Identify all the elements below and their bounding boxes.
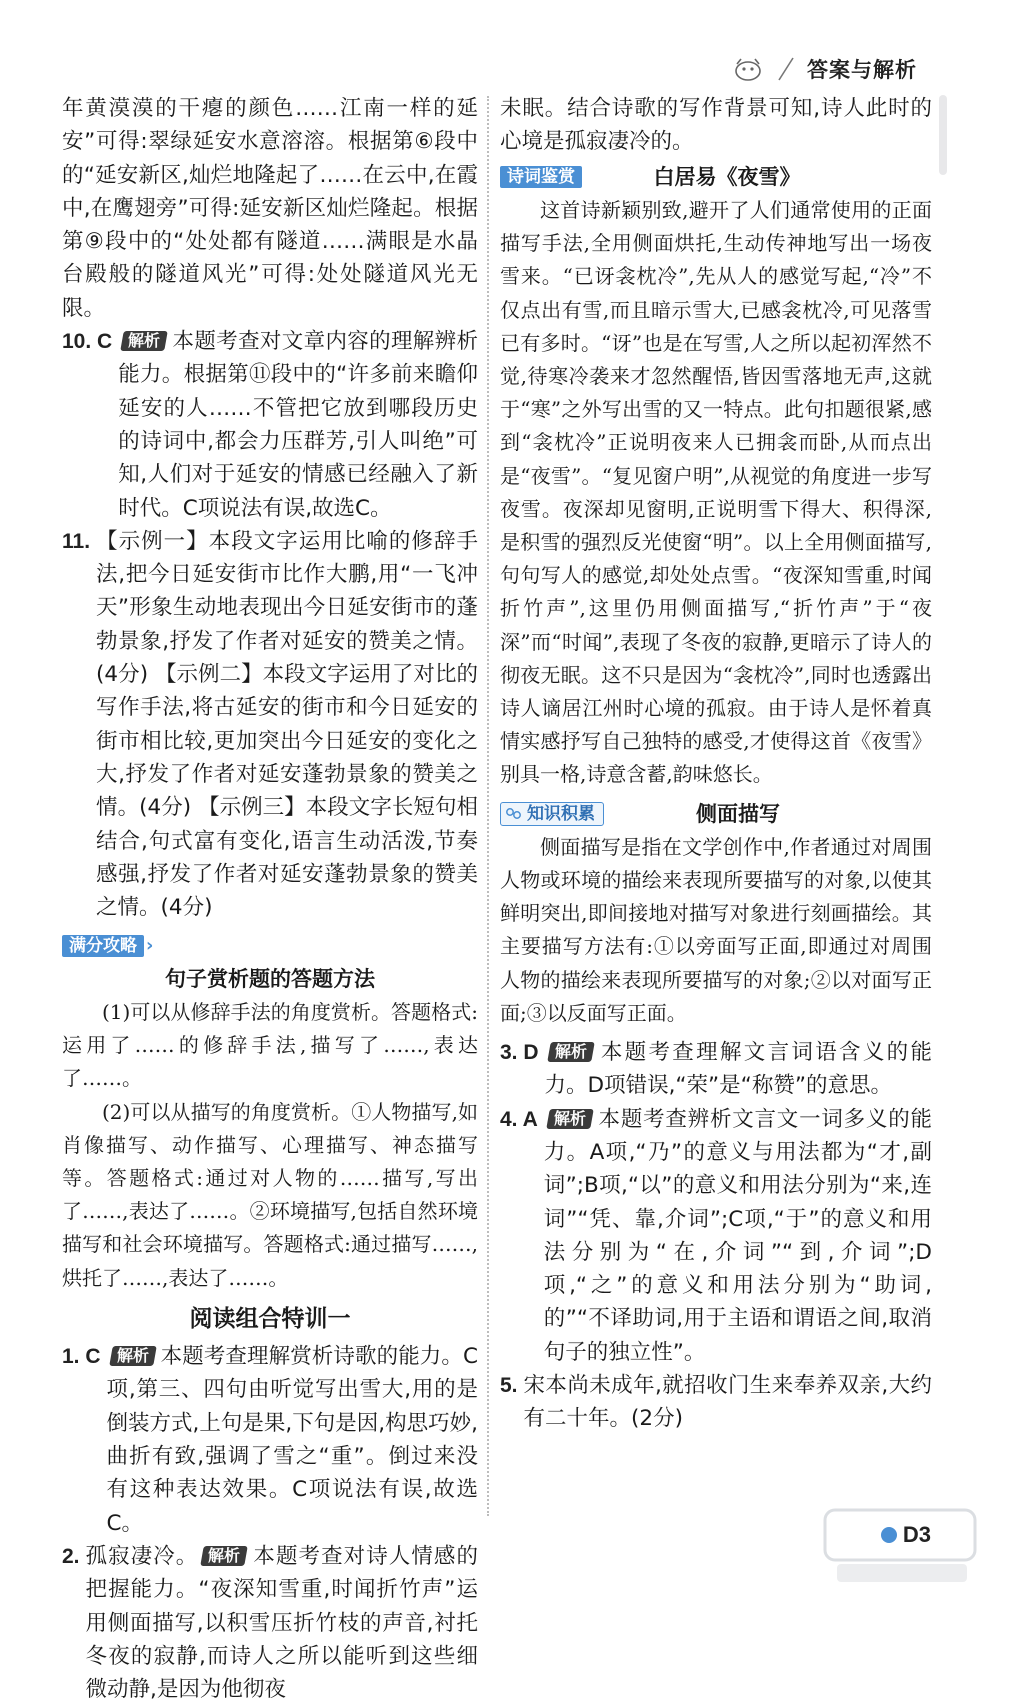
knowledge-header (500, 798, 932, 831)
appreciation-header (500, 161, 932, 194)
analysis-tag: 解析 (547, 1042, 595, 1062)
answer-text: 宋本尚未成年,就招收门生来奉养双亲,大约有二十年。(2分) (523, 1373, 932, 1432)
answer-number: 4. A (500, 1107, 538, 1131)
answer-number: 1. C (62, 1345, 101, 1369)
answer-item-11 (62, 525, 478, 925)
mascot-icon (731, 56, 765, 82)
right-column (500, 92, 932, 1436)
left-column (62, 92, 478, 1706)
continued-paragraph: 未眠。结合诗歌的写作背景可知,诗人此时的心境是孤寂凄冷的。 (500, 96, 932, 155)
answer-number: 5. (500, 1374, 518, 1398)
answer-item-4 (500, 1103, 932, 1369)
poem-appreciation-text: 这首诗新颖别致,避开了人们通常使用的正面描写手法,全用侧面烘托,生动传神地写出一场夜雪来。“已讶衾枕冷”,先从人的感觉写起,“冷”不仅点出有雪,而且暗示雪大,已感衾枕冷,可见落雪已有多时。“讶”也是在写雪,人之所以起初浑然不觉,待寒冷袭来才忽然醒悟,皆因雪落地无声,这就于“寒”之外写出雪的又一特点。此句扣题很紧,感到“衾枕冷”正说明夜来人已拥衾而卧,从而点出是“夜雪”。“复见窗户明”,从视觉的角度进一步写夜雪。夜深却见窗明,正说明雪下得大、积得深,是积雪的强烈反光使窗“明”。以上全用侧面描写,句句写人的感觉,却处处点雪。“夜深知雪重,时闻折竹声”,这里仍用侧面描写,“折竹声”于“夜深”而“时闻”,表现了冬夜的寂静,更暗示了诗人的彻夜无眠。这不只是因为“衾枕冷”,同时也透露出诗人谪居江州时心境的孤寂。由于诗人是怀着真情实感抒写自己独特的感受,才使得这首《夜雪》别具一格,诗意含蓄,韵味悠长。 (500, 197, 932, 787)
knowledge-badge: 知识积累 (500, 802, 604, 826)
strategy-badge: 满分攻略 (62, 935, 144, 957)
analysis-tag: 解析 (546, 1109, 594, 1129)
continued-paragraph: 年黄漠漠的干瘪的颜色……江南一样的延安”可得:翠绿延安水意溶溶。根据第⑥段中的“延安新区,灿烂地隆起了……在云中,在霞中,在鹰翅旁”可得:延安新区灿烂隆起。根据第⑨段中的“处处都有隧道……满眼是水晶台殿般的隧道风光”可得:处处隧道风光无限。 (62, 96, 478, 321)
poem-title: 白居易《夜雪》 (653, 164, 801, 189)
knowledge-text: 侧面描写是指在文学创作中,作者通过对周围人物或环境的描绘来表现所要描写的对象,以使其鲜明突出,即间接地对描写对象进行刻画描绘。其主要描写方法有:①以旁面写正面,即通过对周围人物的描绘来表现所要描写的对象;②以对面写正面;③以反面写正面。 (500, 834, 932, 1025)
column-divider (487, 96, 489, 1516)
strategy-paragraph-2: (2)可以从描写的角度赏析。①人物描写,如肖像描写、动作描写、心理描写、神态描写等。答题格式:通过对人物的……描写,写出了……,表达了……。②环境描写,包括自然环境描写和社会环境描写。答题格式:通过描写……,烘托了……,表达了……。 (62, 1099, 478, 1290)
analysis-tag: 解析 (109, 1346, 157, 1366)
page-header (731, 52, 917, 86)
chevron-right-icon: › (146, 935, 154, 957)
analysis-tag: 解析 (201, 1546, 249, 1566)
strategy-title: 句子赏析题的答题方法 (165, 966, 375, 991)
answer-item-5 (500, 1369, 932, 1436)
section-title: 阅读组合特训一 (189, 1305, 351, 1332)
side-bar-decoration (939, 95, 947, 175)
answer-text: 本题考查对文章内容的理解辨析能力。根据第⑪段中的“许多前来瞻仰延安的人……不管把它放到哪段历史的诗词中,都会力压群芳,引人叫绝”可知,人们对于延安的情感已经融入了新时代。C项说法有误,故选C。 (118, 329, 478, 521)
strategy-label-row (62, 928, 478, 962)
strategy-paragraph-1: (1)可以从修辞手法的角度赏析。答题格式:运用了……的修辞手法,描写了……,表达了……。 (62, 1000, 478, 1091)
answer-text: 本题考查理解文言词语含义的能力。D项错误,“荣”是“称赞”的意思。 (544, 1040, 932, 1099)
answer-item-10 (62, 325, 478, 525)
knowledge-title: 侧面描写 (696, 801, 780, 826)
answer-lead: 孤寂凄冷。 (85, 1543, 199, 1569)
answer-text: 【示例一】本段文字运用比喻的修辞手法,把今日延安街市比作大鹏,用“一飞冲天”形象生动地表现出今日延安街市的蓬勃景象,抒发了作者对延安的赞美之情。(4分) 【示例二】本段文字运用了对比的写作手法,将古延安的街市和今日延安的街市相比较,更加突出今日延安的变化之大,抒发了作者对延安蓬勃景象的赞美之情。(4分) 【示例三】本段文字长短句相结合,句式富有变化,语言生动活泼,节奏感强,抒发了作者对延安蓬勃景象的赞美之情。(4分) (96, 528, 478, 921)
answer-item-1 (62, 1340, 478, 1540)
page-number: D3 (902, 1522, 931, 1547)
answer-text: 本题考查理解赏析诗歌的能力。C项,第三、四句由听觉写出雪大,用的是倒装方式,上句是果,下句是因,构思巧妙,曲折有致,强调了雪之“重”。倒过来没有这种表达效果。C项说法有误,故选C。 (106, 1344, 478, 1536)
header-title: 答案与解析 (807, 58, 917, 82)
answer-number: 3. D (500, 1041, 539, 1065)
analysis-tag: 解析 (120, 331, 168, 351)
answer-text: 本题考查对诗人情感的把握能力。“夜深知雪重,时闻折竹声”运用侧面描写,以积雪压折竹枝的声音,衬托冬夜的寂静,而诗人之所以能听到这些细微动静,是因为他彻夜 (85, 1543, 478, 1703)
knowledge-icon (505, 806, 523, 822)
answer-number: 2. (62, 1544, 80, 1568)
answer-number: 11. (62, 529, 91, 553)
divider-slash-icon (775, 56, 797, 82)
answer-item-3 (500, 1036, 932, 1103)
watermark-logo (819, 1500, 989, 1590)
answer-text: 本题考查辨析文言文一词多义的能力。A项,“乃”的意义与用法都为“才,副词”;B项,“以”的意义和用法分别为“来,连词”“凭、靠,介词”;C项,“于”的意义和用法分别为“在,介词”“到,介词”;D项,“之”的意义和用法分别为“助词,的”“不译助词,用于主语和谓语之间,取消句子的独立性”。 (543, 1106, 932, 1365)
answer-number: 10. C (62, 330, 113, 354)
appreciation-badge: 诗词鉴赏 (500, 166, 582, 188)
answer-item-2 (62, 1540, 478, 1706)
